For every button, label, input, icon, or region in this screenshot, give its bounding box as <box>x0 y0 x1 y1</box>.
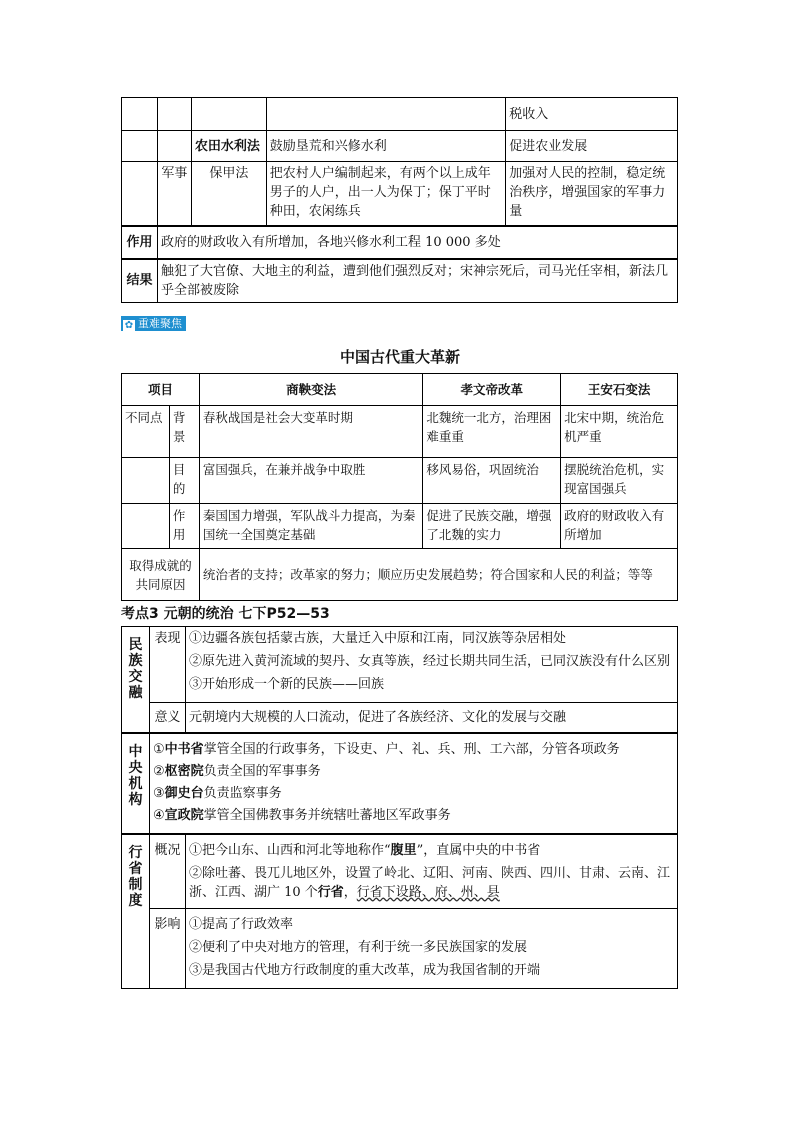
cell: 北宋中期，统治危机严重 <box>561 406 678 458</box>
header-item: 项目 <box>122 374 200 406</box>
impact-list <box>185 908 677 988</box>
list-item: ②除吐蕃、畏兀儿地区外，设置了岭北、辽阳、河南、陕西、四川、甘肃、云南、江浙、江西、湖广 10 个行省，行省下设路、府、州、县 <box>188 865 670 900</box>
header-xiaowen: 孝文帝改革 <box>423 374 561 406</box>
cell: 秦国国力增强，军队战斗力提高，为秦国统一全国奠定基础 <box>199 504 423 549</box>
sub-label: 表现 <box>149 627 185 703</box>
overview-list <box>185 834 677 909</box>
yuan-rule-table <box>121 626 678 989</box>
group-label: 不同点 <box>122 406 170 458</box>
list-item: ②枢密院负责全国的军事事务 <box>152 763 321 779</box>
list-item: ②便利了中央对地方的管理，有利于统一多民族国家的发展 <box>188 939 527 955</box>
reform-measures-table <box>121 97 678 303</box>
star-icon: ✿ <box>124 320 134 331</box>
measure-effect: 促进农业发展 <box>506 131 678 162</box>
cell: 政府的财政收入有所增加 <box>561 504 678 549</box>
institution-list <box>149 733 677 834</box>
row-label: 目的 <box>169 458 199 504</box>
row-effect: 税收入 <box>506 98 678 131</box>
cell: 移风易俗，巩固统治 <box>423 458 561 504</box>
measure-name: 农田水利法 <box>191 131 266 162</box>
list-item: ③是我国古代地方行政制度的重大改革，成为我国省制的开端 <box>188 962 540 978</box>
sub-label: 影响 <box>149 908 185 988</box>
section-title: 中国古代重大革新 <box>339 348 460 366</box>
cell: 北魏统一北方，治理困难重重 <box>423 406 561 458</box>
list-item: ①提高了行政效率 <box>188 916 293 932</box>
cell: 促进了民族交融，增强了北魏的实力 <box>423 504 561 549</box>
measure-effect: 加强对人民的控制，稳定统治秩序，增强国家的军事力量 <box>506 162 678 226</box>
cell: 摆脱统治危机，实现富国强兵 <box>561 458 678 504</box>
measure-content: 鼓励垦荒和兴修水利 <box>266 131 506 162</box>
measure-name: 保甲法 <box>191 162 266 226</box>
header-wanganshi: 王安石变法 <box>561 374 678 406</box>
cell: 富国强兵，在兼并战争中取胜 <box>199 458 423 504</box>
focus-badge: ✿ 重难聚焦 <box>121 316 186 331</box>
section-province-system: 行省制度 <box>122 834 150 989</box>
list-item: ①把今山东、山西和河北等地称作“腹里”，直属中央的中书省 <box>188 842 541 858</box>
category-military: 军事 <box>157 162 191 226</box>
sub-label: 概况 <box>149 834 185 909</box>
list-item: 元朝境内大规模的人口流动，促进了各族经济、文化的发展与交融 <box>185 703 677 733</box>
row-text: 政府的财政收入有所增加，各地兴修水利工程 10 000 多处 <box>157 226 677 259</box>
measure-content: 把农村人户编制起来，有两个以上成年男子的人户，出一人为保丁；保丁平时种田，农闲练兵 <box>266 162 506 226</box>
list-item: ③御史台负责监察事务 <box>152 785 282 801</box>
common-text: 统治者的支持；改革家的努力；顺应历史发展趋势；符合国家和人民的利益；等等 <box>199 549 677 601</box>
topic-heading: 考点3 元朝的统治 七下P52—53 <box>121 606 330 622</box>
common-label: 取得成就的共同原因 <box>122 549 200 601</box>
header-shangyang: 商鞅变法 <box>199 374 423 406</box>
list-item: ②原先进入黄河流域的契丹、女真等族，经过长期共同生活，已同汉族没有什么区别 <box>185 650 677 673</box>
row-text: 触犯了大官僚、大地主的利益，遭到他们强烈反对；宋神宗死后，司马光任宰相，新法几乎全部被废除 <box>157 259 677 303</box>
sub-label: 意义 <box>149 703 185 733</box>
section-central-institutions: 中央机构 <box>122 733 150 834</box>
row-label: 作用 <box>122 226 158 259</box>
row-label: 结果 <box>122 259 158 303</box>
row-label: 作用 <box>169 504 199 549</box>
reform-comparison-table <box>121 373 678 601</box>
section-ethnic-fusion: 民族交融 <box>122 627 150 733</box>
list-item: ③开始形成一个新的民族——回族 <box>185 673 677 703</box>
list-item: ①边疆各族包括蒙古族，大量迁入中原和江南，同汉族等杂居相处 <box>185 627 677 651</box>
cell: 春秋战国是社会大变革时期 <box>199 406 423 458</box>
row-label: 背景 <box>169 406 199 458</box>
list-item: ①中书省掌管全国的行政事务，下设吏、户、礼、兵、刑、工六部，分管各项政务 <box>152 741 620 757</box>
list-item: ④宣政院掌管全国佛教事务并统辖吐蕃地区军政事务 <box>152 807 451 823</box>
